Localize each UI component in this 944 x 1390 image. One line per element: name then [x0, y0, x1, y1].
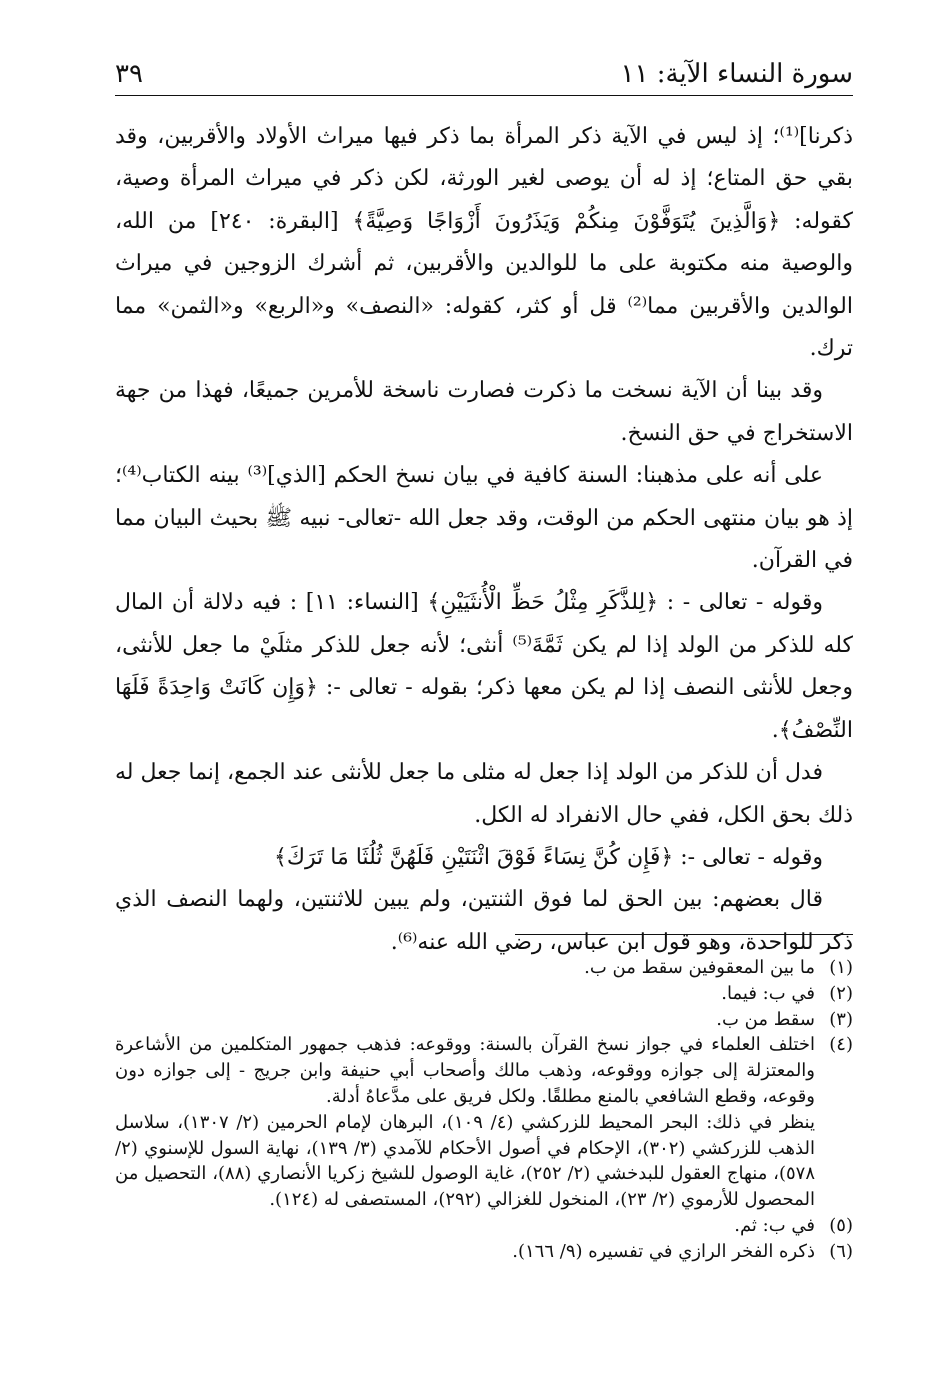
footnote-text: ذكره الفخر الرازي في تفسيره (٩/ ١٦٦).: [512, 1240, 815, 1262]
paragraph-2: وقد بينا أن الآية نسخت ما ذكرت فصارت ناسخة للأمرين جميعًا، فهذا من جهة الاستخراج في حق النسخ.: [115, 378, 853, 446]
footnote-number: (٣): [829, 1008, 853, 1030]
footnote-text: سقط من ب.: [716, 1008, 815, 1030]
page-number: ٣٩: [115, 59, 143, 89]
footnote-item: [115, 981, 853, 1007]
footnotes: [115, 955, 853, 1265]
footnote-references: ينظر في ذلك: البحر المحيط للزركشي (٤/ ١٠٩)، البرهان لإمام الحرمين (٢/ ١٣٠٧)، سلاسل الذهب للزركشي (٣٠٢)، الإحكام في أصول الأحكام للآمدي (٣/ ١٣٩)، نهاية السول للإسنوي (٢/ ٥٧٨)، منهاج العقول للبدخشي (٢/ ٢٥٢)، غاية الوصول للشيخ زكريا الأنصاري (٨٨)، التحصيل من المحصول للأرموي (٢/ ٢٣)، المنخول للغزالي (٢٩٢)، المستصفى له (١٢٤).: [115, 1111, 816, 1211]
paragraph-1: ذكرنا]⁽¹⁾؛ إذ ليس في الآية ذكر المرأة بما ذكر فيها ميراث الأولاد والأقربين، وقد بقي حق المتاع؛ إذ له أن يوصى لغير الورثة، لكن ذكر في ميراث المرأة وصية، كقوله: ﴿وَالَّذِينَ يُتَوَفَّوْنَ مِنكُمْ وَيَذَرُونَ أَزْوَاجًا وَصِيَّةً﴾ [البقرة: ٢٤٠] من الله، والوصية منه مكتوبة على ما للوالدين والأقربين، ثم أشرك الزوجين في ميراث الوالدين والأقربين مما⁽²⁾ قل أو كثر، كقوله: «النصف» و«الربع» و«الثمن» مما ترك.: [115, 124, 853, 362]
footnote-number: (٥): [829, 1214, 853, 1236]
footnote-text: ما بين المعقوفين سقط من ب.: [584, 957, 815, 978]
surah-title: سورة النساء الآية: ١١: [620, 59, 853, 89]
paragraph-5: فدل أن للذكر من الولد إذا جعل له مثلى ما جعل للأنثى عند الجمع، إنما جعل له ذلك بحق الكل، ففي حال الانفراد له الكل.: [115, 760, 853, 828]
footnote-number: (٢): [829, 982, 853, 1004]
footnote-item: [115, 955, 853, 981]
footnote-text: اختلف العلماء في جواز نسخ القرآن بالسنة: ووقوعه: فذهب جمهور المتكلمين من الأشاعرة والمعتزلة إلى جوازه ووقوعه، وذهب مالك وأصحاب أبي حنيفة وابن جريج - إلى جوازه دون وقوعه، وقطع الشافعي بالمنع مطلقًا. ولكل فريق على مدَّعاهُ أدلة.: [115, 1034, 815, 1107]
footnote-number: [815, 1110, 853, 1213]
header-divider: [115, 95, 853, 96]
paragraph-6: وقوله - تعالى -: ﴿فَإِن كُنَّ نِسَاءً فَوْقَ اثْنَتَيْنِ فَلَهُنَّ ثُلُثَا مَا تَرَكَ﴾: [273, 844, 823, 870]
footnote-number: (٤): [829, 1034, 853, 1056]
footnote-item: [115, 1007, 853, 1033]
footnote-text: في ب: ثم.: [734, 1214, 815, 1236]
footnote-item: [115, 1032, 853, 1109]
footnote-text: في ب: فيما.: [721, 982, 815, 1004]
footnote-item: [115, 1239, 853, 1265]
footnote-number: (٦): [829, 1240, 853, 1262]
main-text: [115, 116, 853, 964]
footnote-item: [115, 1110, 853, 1213]
paragraph-7: قال بعضهم: بين الحق لما فوق الثنتين، ولم يبين للاثنتين، ولهما النصف الذي ذكر للواحدة، وهو قول ابن عباس، رضي الله عنه⁽⁶⁾.: [115, 887, 853, 955]
footnote-number: (١): [829, 957, 853, 978]
running-header: [115, 56, 853, 92]
paragraph-4: وقوله - تعالى - : ﴿لِلذَّكَرِ مِثْلُ حَظِّ الْأُنثَيَيْنِ﴾ [النساء: ١١] : فيه دلالة أن المال كله للذكر من الولد إذا لم يكن ثَمَّةَ⁽⁵⁾ أنثى؛ لأنه جعل للذكر مثلَيْ ما جعل للأنثى، وجعل للأنثى النصف إذا لم يكن معها ذكر؛ بقوله - تعالى -: ﴿وَإِن كَانَتْ وَاحِدَةً فَلَهَا النِّصْفُ﴾.: [115, 590, 853, 743]
footnote-item: [115, 1213, 853, 1239]
footnote-divider: [515, 934, 853, 935]
paragraph-3: على أنه على مذهبنا: السنة كافية في بيان نسخ الحكم [الذي]⁽³⁾ بينه الكتاب⁽⁴⁾؛ إذ هو بيان منتهى الحكم من الوقت، وقد جعل الله -تعالى- نبيه ﷺ بحيث البيان مما في القرآن.: [115, 463, 853, 574]
